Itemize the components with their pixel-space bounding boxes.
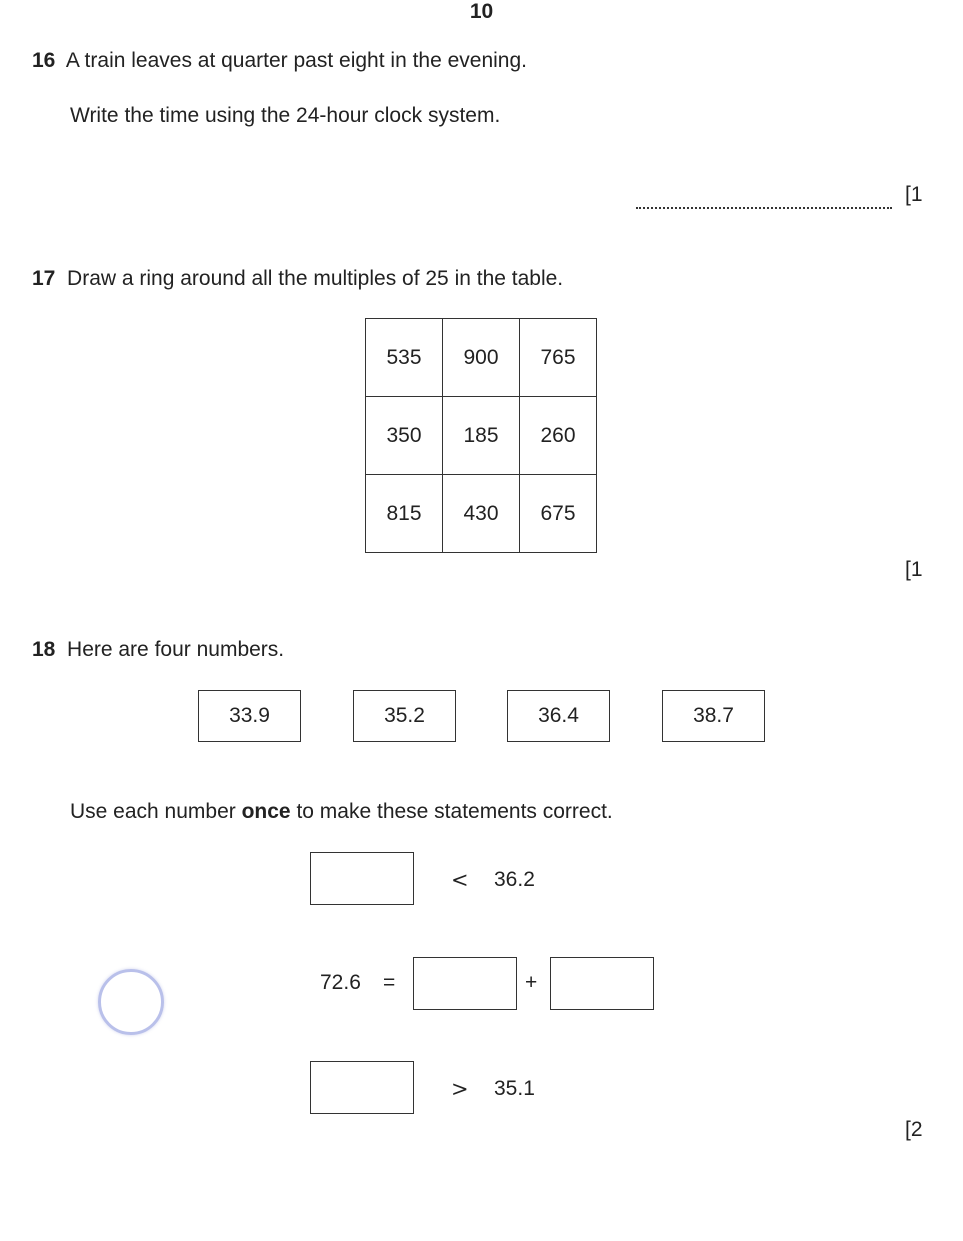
question-16-text: A train leaves at quarter past eight in the evening.: [65, 49, 528, 72]
table-cell[interactable]: 765: [520, 319, 597, 397]
marks-q17: [1: [905, 558, 923, 581]
number-box: 36.4: [507, 690, 610, 742]
answer-line[interactable]: [636, 207, 892, 209]
number-box: 38.7: [662, 690, 765, 742]
answer-box-1[interactable]: [310, 852, 414, 905]
number-box: 33.9: [198, 690, 301, 742]
question-18-text: Here are four numbers.: [67, 638, 285, 661]
answer-box-2[interactable]: [413, 957, 517, 1010]
question-17-number: 17: [32, 267, 56, 290]
statement1-value: 36.2: [494, 868, 535, 891]
question-16-number: 16: [32, 49, 56, 72]
question-16-line1: [32, 49, 527, 73]
question-18-instruction: [70, 800, 613, 824]
question-18-number: 18: [32, 638, 56, 661]
page-number: 10: [469, 0, 494, 23]
statement3-value: 35.1: [494, 1077, 535, 1100]
question-17-text: Draw a ring around all the multiples of 25 in the table.: [67, 267, 564, 290]
equals-sign: =: [383, 971, 396, 994]
table-cell[interactable]: 815: [366, 475, 443, 553]
cursor-ring-icon: [98, 969, 164, 1035]
multiples-table: [365, 318, 597, 553]
table-cell[interactable]: 535: [366, 319, 443, 397]
plus-sign: +: [525, 971, 538, 994]
question-18-line: [32, 638, 284, 662]
question-17-line: [32, 267, 563, 291]
marks-q16: [1: [905, 183, 923, 206]
answer-box-4[interactable]: [310, 1061, 414, 1114]
instruction-emphasis: once: [241, 800, 291, 823]
marks-q18: [2: [905, 1118, 923, 1141]
table-row: [366, 475, 597, 553]
answer-box-3[interactable]: [550, 957, 654, 1010]
number-box: 35.2: [353, 690, 456, 742]
table-cell[interactable]: 430: [443, 475, 520, 553]
table-cell[interactable]: 350: [366, 397, 443, 475]
less-than-symbol: <: [451, 868, 469, 892]
table-cell[interactable]: 260: [520, 397, 597, 475]
instruction-text: Use each number: [70, 800, 242, 823]
question-16-instruction: Write the time using the 24-hour clock system.: [70, 104, 501, 127]
table-cell[interactable]: 675: [520, 475, 597, 553]
greater-than-symbol: >: [451, 1077, 469, 1101]
statement2-left-value: 72.6: [320, 971, 361, 994]
table-cell[interactable]: 900: [443, 319, 520, 397]
table-row: [366, 397, 597, 475]
table-cell[interactable]: 185: [443, 397, 520, 475]
table-row: [366, 319, 597, 397]
instruction-text-end: to make these statements correct.: [290, 800, 613, 823]
